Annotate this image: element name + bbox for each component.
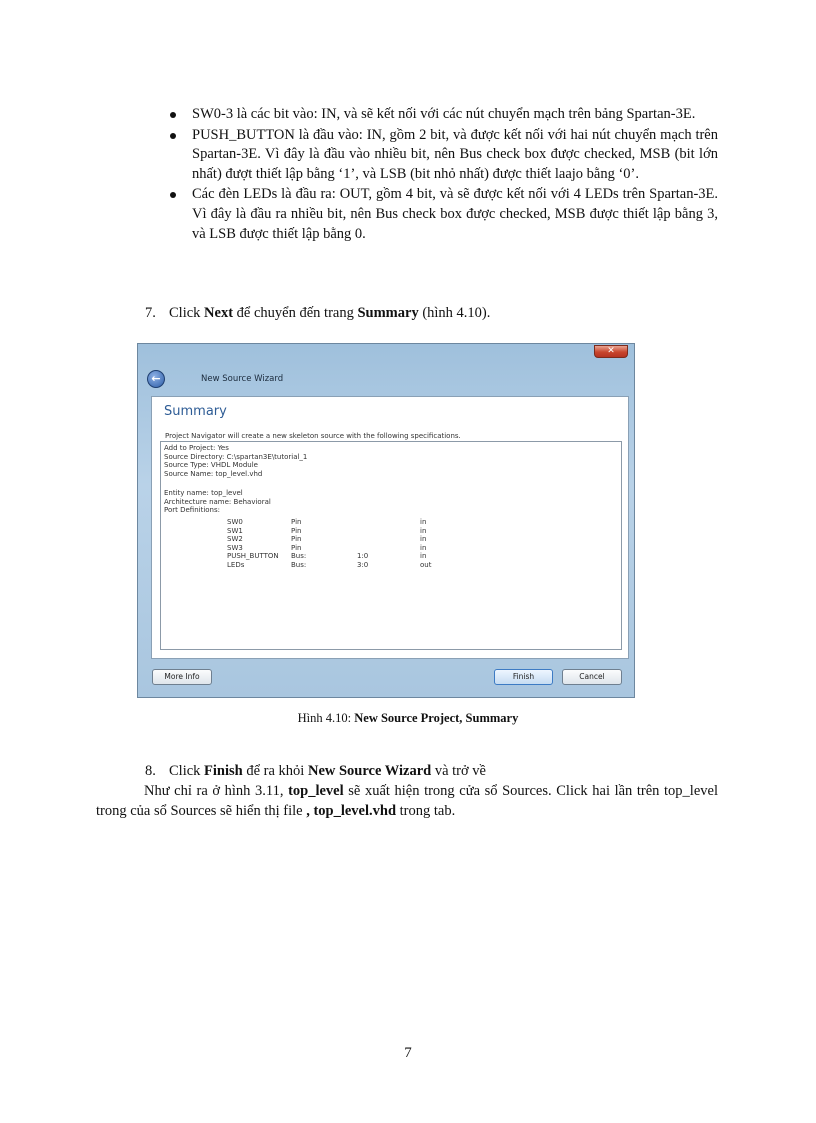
paragraph [96,781,718,821]
para-text: Như chỉ ra ở hình 3.11, [144,783,289,799]
port-type: Pin [291,543,302,552]
bullet-item: Các đèn LEDs là đầu ra: OUT, gồm 4 bit, và sẽ được kết nối với 4 LEDs trên Spartan-3E. Vì đây là đầu ra nhiều bit, nên Bus check box được checked, MSB được thiết lập bằng 3, và LSB được thiết lập bằng 0. [168,185,718,244]
new-source-wizard-dialog [137,343,635,698]
step-text: và trở về [431,763,486,779]
bullet-item: SW0-3 là các bit vào: IN, và sẽ kết nối với các nút chuyển mạch trên bảng Spartan-3E. [168,105,718,125]
step-text: để chuyển đến trang [233,305,358,321]
summary-line: Source Type: VHDL Module [164,461,258,470]
step-text: Click [169,305,205,321]
port-type: Pin [291,518,302,526]
page-number: 7 [404,1045,412,1061]
para-text: trong tab. [396,803,456,819]
port-direction: out [420,561,432,569]
port-name: SW3 [227,543,243,552]
summary-line: Source Name: top_level.vhd [164,469,263,478]
port-type: Bus: [291,552,307,561]
bullet-list [168,105,718,245]
summary-line: Port Definitions: [164,506,221,515]
caption-prefix: Hình 4.10: [297,711,355,725]
step-number: 7. [145,305,156,321]
summary-heading: Summary [164,404,227,419]
step-bold: Summary [357,305,419,321]
step-bold: Finish [204,763,243,779]
summary-line: Architecture name: Behavioral [164,497,271,506]
port-direction: in [420,543,427,552]
port-type: Bus: [291,561,307,569]
close-icon[interactable]: ✕ [594,345,628,358]
port-direction: in [420,552,427,561]
port-range: 1:0 [357,552,369,561]
para-bold: , top_level.vhd [306,803,397,819]
more-info-button[interactable]: More Info [152,669,212,685]
port-type: Pin [291,526,302,535]
para-text: sẽ xuất hiện trong cửa sổ Sources. Click hai lần trên top_level trong của sổ Sources sẽ hiển thị file [96,783,718,819]
summary-textarea[interactable] [160,441,622,650]
wizard-panel [151,396,629,659]
port-range: 3:0 [357,561,369,569]
summary-line: Source Directory: C:\spartan3E\tutorial_1 [164,452,308,461]
port-type: Pin [291,535,302,544]
step-bold: New Source Wizard [307,763,432,779]
port-name: LEDs [227,561,245,569]
port-name: PUSH_BUTTON [227,552,279,561]
finish-button[interactable]: Finish [494,669,553,685]
summary-line: Add to Project: Yes [164,444,229,452]
back-arrow-icon[interactable]: ← [147,370,165,388]
wizard-title: New Source Wizard [201,374,284,384]
port-direction: in [420,518,427,526]
step-number: 8. [145,763,156,779]
figure-caption [0,711,816,726]
step-text: để ra khỏi [242,763,308,779]
step-7 [145,303,490,323]
para-bold: top_level [288,783,344,799]
port-name: SW2 [227,535,243,544]
summary-intro: Project Navigator will create a new skeleton source with the following specifications. [165,432,461,440]
port-direction: in [420,535,427,544]
step-8 [145,761,486,781]
port-name: SW1 [227,526,243,535]
caption-bold: New Source Project, Summary [354,711,519,725]
port-name: SW0 [227,518,243,526]
step-bold: Next [204,305,234,321]
step-text: (hình 4.10). [418,305,491,321]
bullet-item: PUSH_BUTTON là đầu vào: IN, gồm 2 bit, và được kết nối với hai nút chuyển mạch trên Spartan-3E. Vì đây là đầu vào nhiều bit, nên Bus check box được checked, MSB (bit lớn nhất) đượt thiết lập bằng ‘1’, và LSB (bit nhỏ nhất) được thiết laajo bằng ‘0’. [168,126,718,185]
cancel-button[interactable]: Cancel [562,669,622,685]
summary-line: Entity name: top_level [164,489,243,497]
port-direction: in [420,526,427,535]
step-text: Click [169,763,205,779]
